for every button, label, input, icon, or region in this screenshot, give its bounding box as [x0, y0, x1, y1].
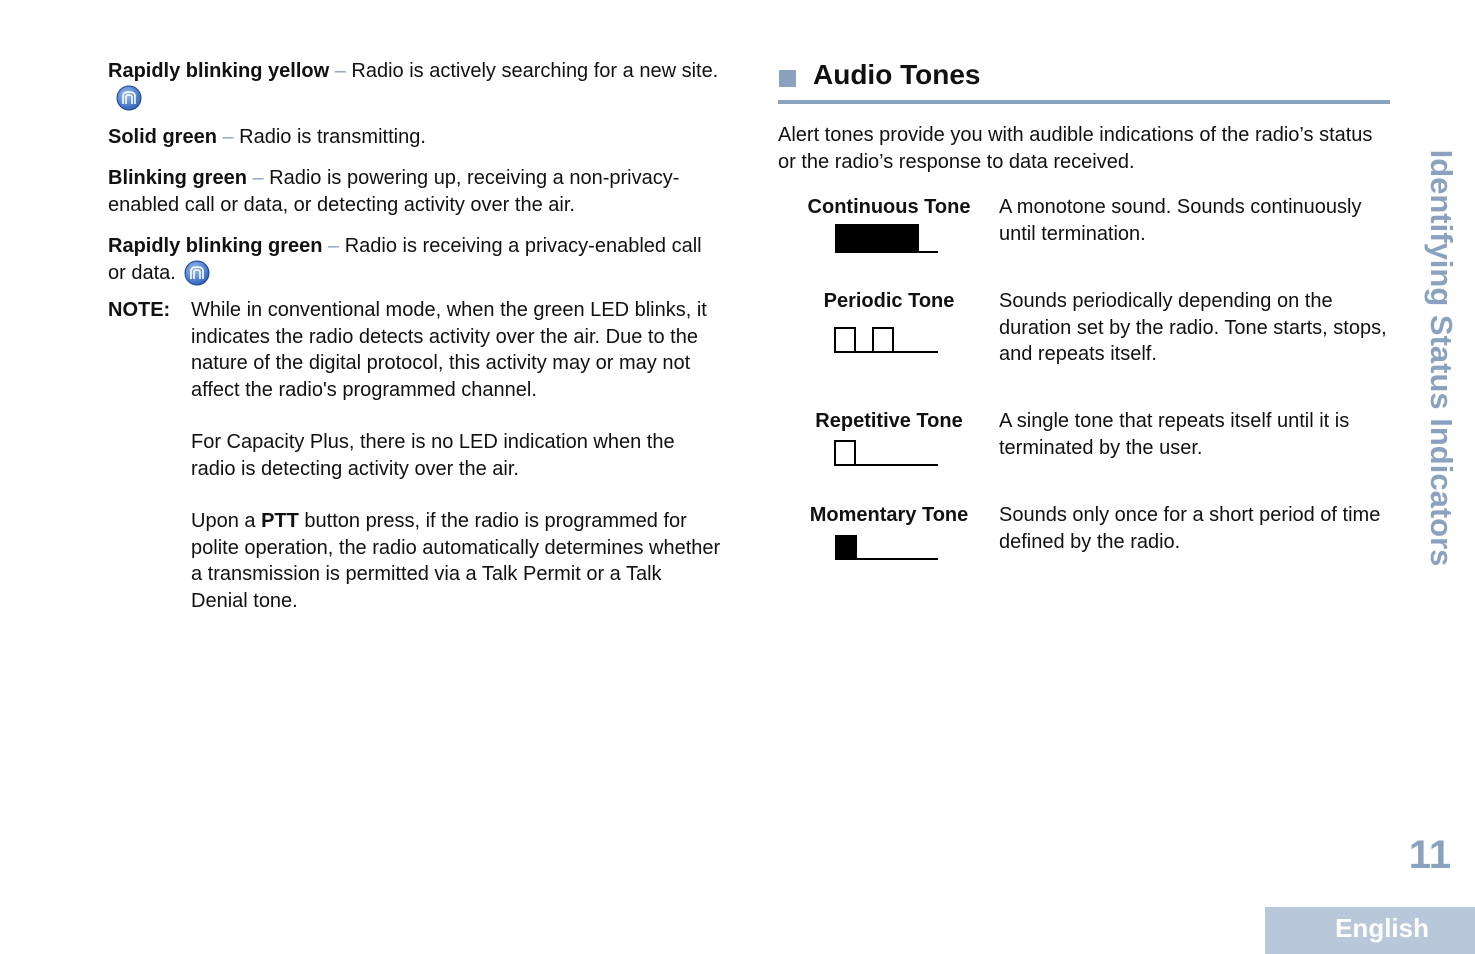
momentary-tone-icon: [833, 532, 939, 562]
separator: –: [216, 126, 240, 148]
side-chapter-label: Identifying Status Indicators: [1424, 149, 1459, 567]
note-text: Upon a: [191, 510, 262, 532]
led-indications-column: [108, 58, 723, 640]
tone-description: Sounds periodically depending on the duration set by the radio. Tone starts, stops, and repeats itself.: [999, 290, 1387, 365]
note-text: button press, if the radio is programmed for polite operation, the radio automatically determines whether a transmission is permitted via a Talk Permit or a Talk Denial tone.: [191, 510, 721, 612]
led-item-rapid-yellow: [108, 58, 723, 112]
tone-name: Periodic Tone: [823, 290, 955, 312]
ptt-term: PTT: [261, 510, 299, 532]
repetitive-tone-icon: [833, 438, 939, 468]
tone-description: A single tone that repeats itself until it is terminated by the user.: [999, 410, 1350, 459]
language-tab: [1265, 907, 1475, 954]
led-item-solid-green: [108, 124, 723, 151]
tone-name: Momentary Tone: [809, 504, 969, 526]
note-paragraph: For Capacity Plus, there is no LED indication when the radio is detecting activity over the air.: [191, 431, 675, 480]
led-description: Radio is receiving a privacy-enabled call or data.: [108, 235, 702, 284]
led-term: Rapidly blinking yellow: [108, 60, 330, 82]
led-description: Radio is powering up, receiving a non-privacy-enabled call or data, or detecting activity over the air.: [108, 167, 680, 216]
note-body: [191, 297, 723, 614]
network-globe-icon: [184, 260, 210, 286]
led-term: Blinking green: [108, 167, 247, 189]
periodic-tone-icon: [833, 326, 939, 356]
led-description: Radio is transmitting.: [239, 126, 426, 148]
led-description: Radio is actively searching for a new site.: [351, 60, 719, 82]
page-number: 11: [1408, 833, 1451, 877]
side-chapter-tab: [1421, 128, 1461, 588]
tone-name: Continuous Tone: [807, 196, 971, 218]
tone-description: A monotone sound. Sounds continuously until termination.: [999, 196, 1362, 245]
led-item-blinking-green: [108, 165, 723, 219]
note-block: [108, 297, 723, 614]
note-paragraph: While in conventional mode, when the green LED blinks, it indicates the radio detects activity over the air. Due to the nature of the digital protocol, this activity may or may not affect the radio's programmed channel.: [191, 299, 707, 401]
continuous-tone-icon: [833, 223, 939, 255]
network-globe-icon: [116, 85, 142, 111]
section-intro: Alert tones provide you with audible indications of the radio’s status or the radio’s response to data received.: [778, 124, 1373, 173]
separator: –: [322, 235, 345, 257]
tone-name: Repetitive Tone: [815, 410, 963, 432]
tone-description: Sounds only once for a short period of time defined by the radio.: [999, 504, 1381, 553]
tone-table: [778, 0, 1390, 954]
led-term: Solid green: [108, 126, 217, 148]
led-item-rapid-green: [108, 233, 723, 287]
note-label: NOTE:: [108, 299, 171, 321]
section-title: Audio Tones: [813, 59, 981, 90]
separator: –: [329, 60, 352, 82]
separator: –: [246, 167, 270, 189]
note-paragraph: [191, 508, 723, 614]
led-term: Rapidly blinking green: [108, 235, 323, 257]
language-label: English: [1335, 913, 1429, 943]
